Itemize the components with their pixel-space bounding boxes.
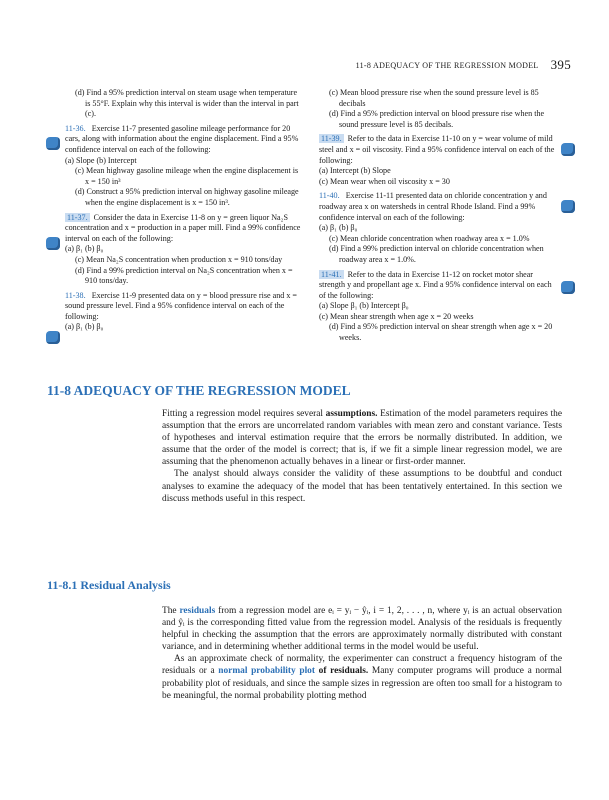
exercise-part: (d) Find a 99% prediction interval on chloride concentration when roadway area x = 1.0%. bbox=[329, 244, 544, 264]
exercise-part: (a) Intercept (b) Slope bbox=[319, 166, 391, 176]
paragraph: The analyst should always consider the validity of these assumptions to be doubtful and conduct analyses to examine the adequacy of the model that has been tentatively entertained. In this section we discuss methods useful in this respect. bbox=[162, 469, 562, 504]
exercise-text: Refer to the data in Exercise 11-12 on rocket motor shear strength y and propellant age x. Find a 95% confidence interval on each of the following: bbox=[319, 269, 552, 300]
exercise-part: (c) Mean chloride concentration when roadway area x = 1.0% bbox=[329, 233, 530, 243]
running-header bbox=[356, 57, 571, 73]
page-number: 395 bbox=[550, 57, 571, 72]
paragraph bbox=[162, 408, 562, 468]
exercise-number: 11-40. bbox=[319, 191, 340, 201]
exercise-number: 11-39. bbox=[321, 134, 342, 144]
section-body bbox=[162, 408, 562, 505]
exercise-number: 11-37. bbox=[67, 212, 88, 222]
paragraph bbox=[162, 605, 562, 653]
exercise-number: 11-38. bbox=[65, 290, 86, 300]
exercise-11-38 bbox=[65, 291, 304, 323]
exercise-11-39 bbox=[319, 134, 559, 166]
bold-term: of residuals. bbox=[315, 666, 369, 677]
exercise-part: (a) β₁ (b) β₀ bbox=[319, 223, 358, 233]
exercise-part: (d) Find a 95% prediction interval on steam usage when temperature is 55°F. Explain why this interval is wider than the interval in part (c). bbox=[75, 88, 299, 119]
web-resource-icon[interactable] bbox=[561, 143, 575, 156]
running-title: 11-8 ADEQUACY OF THE REGRESSION MODEL bbox=[355, 61, 539, 70]
paragraph bbox=[162, 653, 562, 701]
subsection-heading: 11-8.1 Residual Analysis bbox=[47, 578, 171, 592]
web-resource-icon[interactable] bbox=[561, 200, 575, 213]
exercise-text: Exercise 11-11 presented data on chloride concentration y and roadway area x on watersheds in central Rhode Island. Find a 99% confidence interval on each of the following: bbox=[319, 191, 547, 222]
exercise-part: (d) Find a 95% prediction interval on shear strength when age x = 20 weeks. bbox=[329, 322, 553, 343]
key-term: residuals bbox=[179, 606, 216, 616]
text-run: As an approximate check of normality, the experimenter can construct a frequency histogram of the residuals or a bbox=[162, 654, 562, 677]
exercise-number: 11-41. bbox=[321, 269, 342, 279]
web-resource-icon[interactable] bbox=[46, 137, 60, 150]
exercise-11-37 bbox=[65, 213, 304, 245]
exercise-text: Exercise 11-9 presented data on y = blood pressure rise and x = sound pressure level. Find a 95% confidence interval on each of the following: bbox=[65, 290, 297, 321]
bold-term: assumptions. bbox=[325, 409, 378, 419]
exercise-number: 11-36. bbox=[65, 123, 86, 133]
key-term: normal probability plot bbox=[218, 666, 315, 677]
exercise-part: (d) Find a 99% prediction interval on Na₂S concentration when x = 910 tons/day. bbox=[75, 265, 293, 286]
web-resource-icon[interactable] bbox=[46, 237, 60, 250]
text-run: from a regression model are eᵢ = yᵢ − ŷᵢ, i = 1, 2, . . . , n, where yᵢ is an actual observation and ŷᵢ is the corresponding fitted value from the regression model. Analysis of the residuals is frequently helpful in checking the assumption that the errors are approximately normally distributed with constant variance, and in determining whether additional terms in the model would be useful. bbox=[162, 606, 562, 653]
section-heading: 11-8 ADEQUACY OF THE REGRESSION MODEL bbox=[47, 383, 351, 398]
exercise-part: (c) Mean shear strength when age x = 20 weeks bbox=[319, 311, 474, 321]
exercise-text: Exercise 11-7 presented gasoline mileage performance for 20 cars, along with information about the engine displacement. Find a 95% confidence interval on each of the following: bbox=[65, 123, 299, 154]
exercise-part: (d) Construct a 95% prediction interval on highway gasoline mileage when the engine displacement is x = 150 in³. bbox=[75, 187, 299, 207]
web-resource-icon[interactable] bbox=[561, 281, 575, 294]
exercise-11-40 bbox=[319, 191, 559, 223]
exercise-part: (c) Mean wear when oil viscosity x = 30 bbox=[319, 176, 450, 186]
exercise-part: (c) Mean Na₂S concentration when production x = 910 tons/day bbox=[75, 254, 283, 264]
exercise-text: Consider the data in Exercise 11-8 on y = green liquor Na₂S concentration and x = production in a paper mill. Find a 99% confidence interval on each of the following: bbox=[65, 212, 301, 243]
subsection-body bbox=[162, 605, 562, 702]
exercise-part: (a) Slope β₁ (b) Intercept β₀ bbox=[319, 301, 409, 311]
exercise-part: (c) Mean highway gasoline mileage when the engine displacement is x = 150 in³ bbox=[75, 166, 299, 186]
exercise-part: (a) β₁ (b) β₀ bbox=[65, 244, 104, 254]
text-run: Estimation of the model parameters requires the assumption that the errors are uncorrelated random variables with mean zero and constant variance. Tests of hypotheses and interval estimation require that the errors be normally distributed. In addition, we assume that the order of the model is correct; that is, if we fit a simple linear regression model, we are assuming that the phenomenon actually behaves in a linear or first-order manner. bbox=[162, 409, 562, 468]
text-run: The bbox=[162, 606, 180, 616]
exercise-part: (d) Find a 95% prediction interval on blood pressure rise when the sound pressure level is 85 decibals. bbox=[329, 109, 545, 129]
exercise-part: (a) Slope (b) Intercept bbox=[65, 155, 137, 165]
exercise-part: (c) Mean blood pressure rise when the sound pressure level is 85 decibals bbox=[329, 88, 539, 108]
text-run: Fitting a regression model requires several bbox=[162, 409, 326, 419]
exercise-part: (a) β₁ (b) β₀ bbox=[65, 322, 104, 332]
exercise-text: Refer to the data in Exercise 11-10 on y = wear volume of mild steel and x = oil viscosity. Find a 95% confidence interval on each of the following: bbox=[319, 134, 555, 165]
exercise-column-left bbox=[65, 88, 304, 333]
exercise-11-36 bbox=[65, 124, 304, 156]
exercise-column-right bbox=[319, 88, 559, 344]
exercise-11-41 bbox=[319, 270, 559, 302]
web-resource-icon[interactable] bbox=[46, 331, 60, 344]
text-run: Many computer programs will produce a normal probability plot of residuals, and since the sample sizes in regression are often too small for a histogram to be meaningful, the normal probability plotting method bbox=[162, 666, 562, 701]
